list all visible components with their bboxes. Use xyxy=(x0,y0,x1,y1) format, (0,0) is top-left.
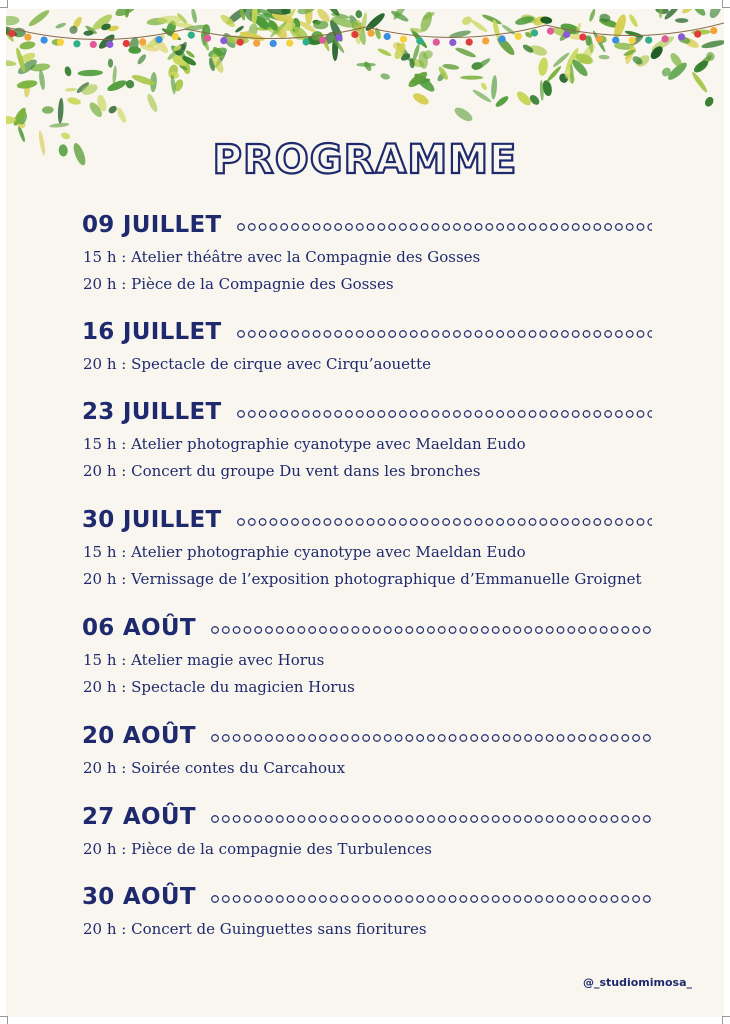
dotted-leader xyxy=(210,814,652,826)
day-header xyxy=(82,884,652,916)
event-line: 20 h : Spectacle du magicien Horus xyxy=(83,678,355,696)
dotted-leader xyxy=(210,625,652,637)
schedule-day xyxy=(82,884,652,943)
day-header xyxy=(82,507,652,539)
day-date: 30 AOÛT xyxy=(82,884,196,910)
schedule-day xyxy=(82,212,652,298)
day-header xyxy=(82,804,652,836)
schedule-day xyxy=(82,319,652,378)
crop-mark xyxy=(722,1016,730,1024)
event-line: 20 h : Concert de Guinguettes sans fioritures xyxy=(83,920,427,938)
day-header xyxy=(82,399,652,431)
day-header xyxy=(82,212,652,244)
crop-mark xyxy=(0,0,8,8)
day-date: 27 AOÛT xyxy=(82,804,196,830)
day-date: 30 JUILLET xyxy=(82,507,222,533)
event-line: 15 h : Atelier photographie cyanotype avec Maeldan Eudo xyxy=(83,543,526,561)
day-date: 23 JUILLET xyxy=(82,399,222,425)
event-line: 15 h : Atelier photographie cyanotype avec Maeldan Eudo xyxy=(83,435,526,453)
day-header xyxy=(82,615,652,647)
dotted-leader xyxy=(236,222,652,234)
dotted-leader xyxy=(236,517,652,529)
dotted-leader xyxy=(210,894,652,906)
event-line: 20 h : Spectacle de cirque avec Cirqu’aouette xyxy=(83,355,431,373)
event-line: 15 h : Atelier théâtre avec la Compagnie des Gosses xyxy=(83,248,481,266)
day-date: 06 AOÛT xyxy=(82,615,196,641)
event-line: 20 h : Vernissage de l’exposition photographique d’Emmanuelle Groignet xyxy=(83,570,642,588)
dotted-leader xyxy=(210,733,652,745)
day-date: 16 JUILLET xyxy=(82,319,222,345)
day-date: 20 AOÛT xyxy=(82,723,196,749)
crop-mark xyxy=(722,0,730,8)
day-header xyxy=(82,723,652,755)
event-line: 20 h : Pièce de la Compagnie des Gosses xyxy=(83,275,394,293)
event-line: 20 h : Soirée contes du Carcahoux xyxy=(83,759,346,777)
page-title: PROGRAMME xyxy=(212,137,518,183)
schedule-day xyxy=(82,615,652,701)
day-header xyxy=(82,319,652,351)
poster xyxy=(6,9,724,1017)
day-date: 09 JUILLET xyxy=(82,212,222,238)
dotted-leader xyxy=(236,329,652,341)
crop-mark xyxy=(0,1016,8,1024)
dotted-leader xyxy=(236,409,652,421)
schedule-day xyxy=(82,723,652,782)
instagram-handle: @_studiomimosa_ xyxy=(582,976,692,989)
schedule-day xyxy=(82,507,652,593)
schedule-day xyxy=(82,399,652,485)
event-line: 20 h : Concert du groupe Du vent dans les bronches xyxy=(83,462,481,480)
schedule-day xyxy=(82,804,652,863)
event-line: 20 h : Pièce de la compagnie des Turbulences xyxy=(83,840,432,858)
event-line: 15 h : Atelier magie avec Horus xyxy=(83,651,325,669)
